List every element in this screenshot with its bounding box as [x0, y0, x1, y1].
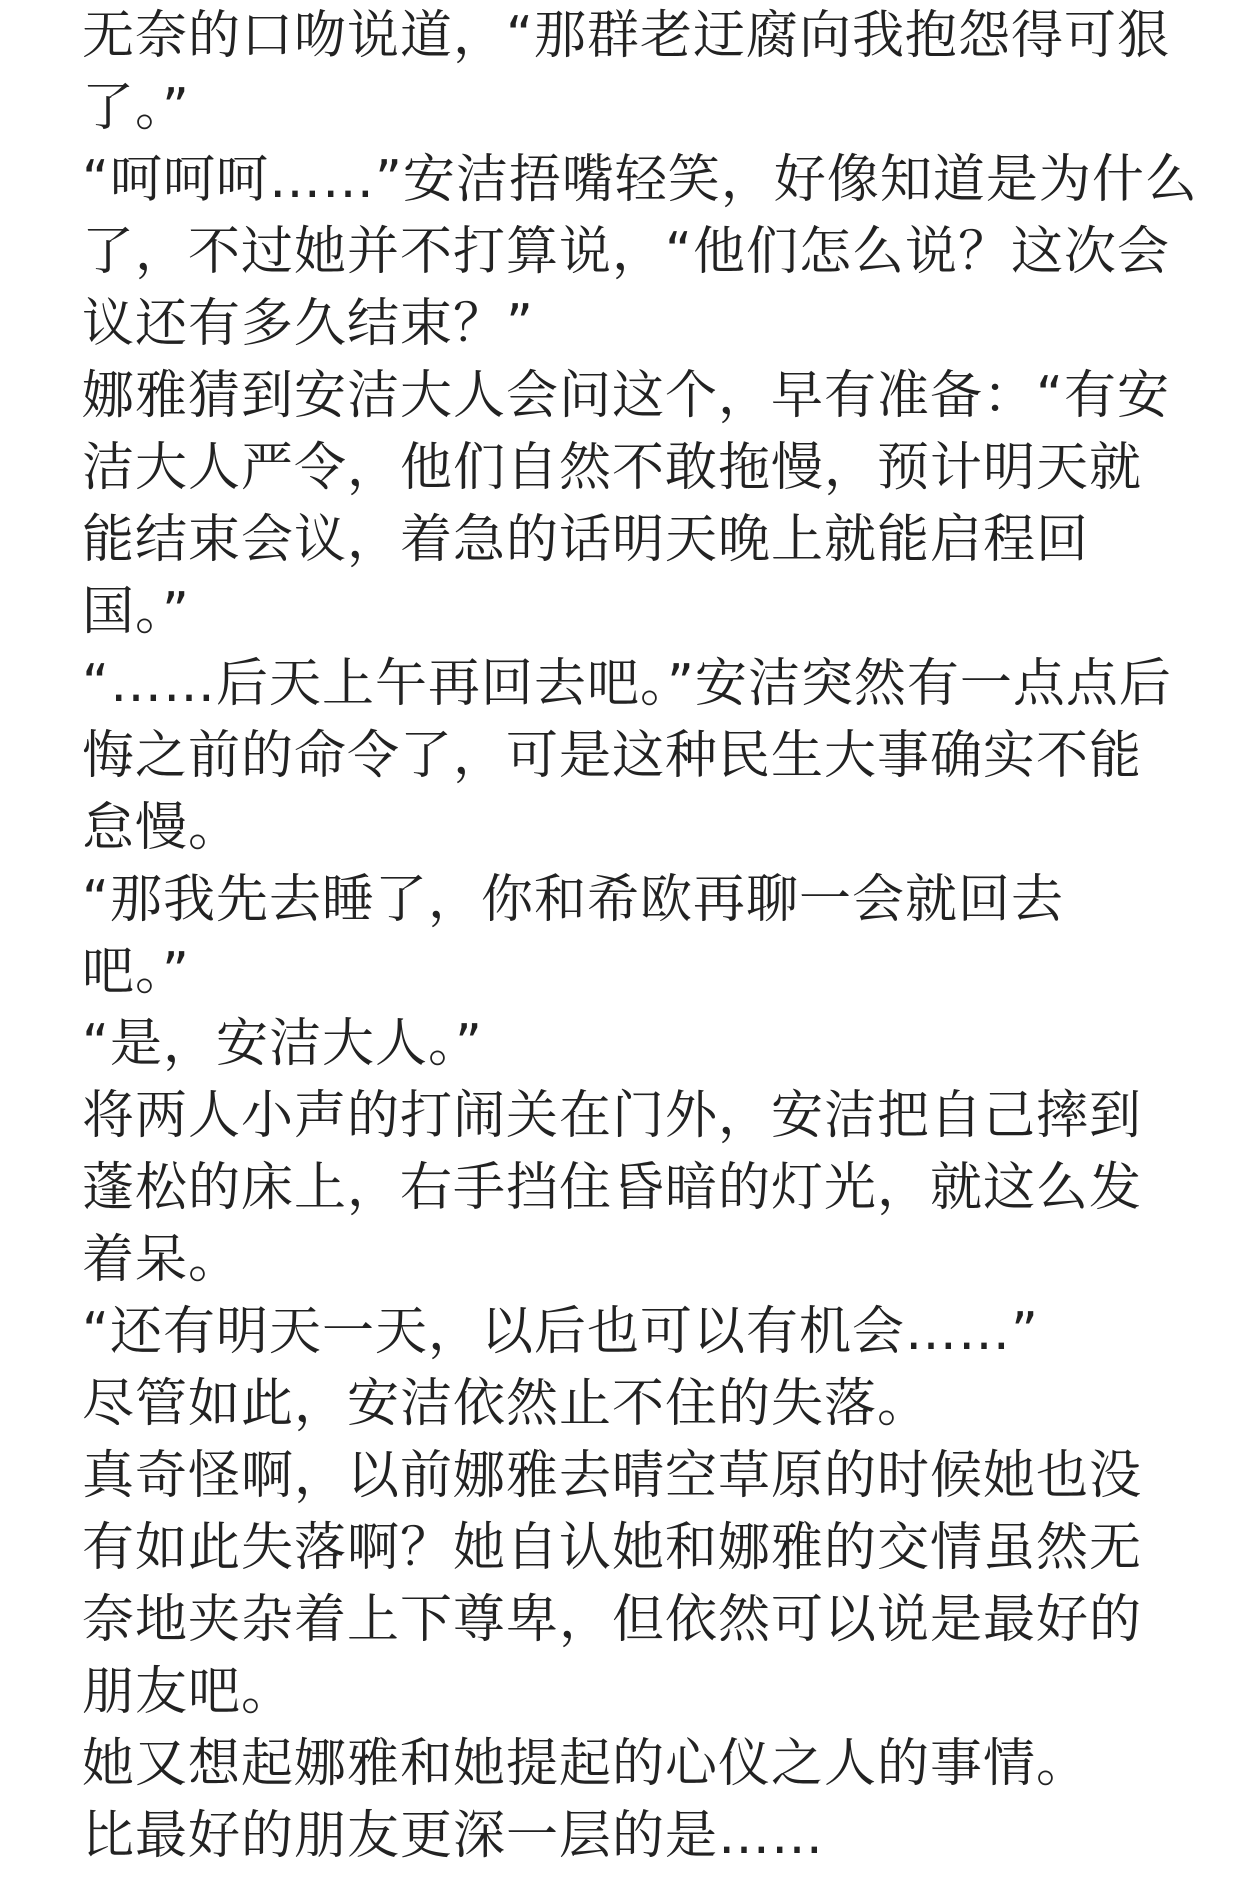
- text-line: 将两人小声的打闹关在门外，安洁把自己摔到: [82, 1086, 1143, 1146]
- text-line: 蓬松的床上，右手挡住昏暗的灯光，就这么发: [82, 1158, 1143, 1218]
- text-line: 国。”: [82, 582, 190, 642]
- text-line: “是，安洁大人。”: [82, 1014, 483, 1074]
- text-line: 娜雅猜到安洁大人会问这个，早有准备：“有安: [82, 366, 1170, 426]
- text-line: 朋友吧。: [82, 1662, 295, 1722]
- text-line: 无奈的口吻说道，“那群老迂腐向我抱怨得可狠: [82, 6, 1170, 66]
- text-line: 怠慢。: [82, 798, 242, 858]
- text-line: “呵呵呵……”安洁捂嘴轻笑，好像知道是为什么: [82, 150, 1198, 210]
- text-line: 了，不过她并不打算说，“他们怎么说？这次会: [82, 222, 1170, 282]
- text-line: 了。”: [82, 78, 190, 138]
- text-line: 洁大人严令，他们自然不敢拖慢，预计明天就: [82, 438, 1143, 498]
- text-line: 她又想起娜雅和她提起的心仪之人的事情。: [82, 1734, 1090, 1794]
- text-line: 比最好的朋友更深一层的是……: [82, 1806, 825, 1866]
- text-line: 吧。”: [82, 942, 190, 1002]
- text-line: 尽管如此，安洁依然止不住的失落。: [82, 1374, 931, 1434]
- text-line: 悔之前的命令了，可是这种民生大事确实不能: [82, 726, 1143, 786]
- text-line: 议还有多久结束？”: [82, 294, 534, 354]
- text-line: 有如此失落啊？她自认她和娜雅的交情虽然无: [82, 1518, 1143, 1578]
- text-line: 奈地夹杂着上下尊卑，但依然可以说是最好的: [82, 1590, 1143, 1650]
- text-line: “……后天上午再回去吧。”安洁突然有一点点后: [82, 654, 1172, 714]
- text-line: “那我先去睡了，你和希欧再聊一会就回去: [82, 870, 1064, 930]
- novel-text: [82, 0, 1202, 1872]
- text-line: 能结束会议，着急的话明天晚上就能启程回: [82, 510, 1090, 570]
- text-line: “还有明天一天，以后也可以有机会……”: [82, 1302, 1039, 1362]
- text-line: 真奇怪啊，以前娜雅去晴空草原的时候她也没: [82, 1446, 1143, 1506]
- text-line: 着呆。: [82, 1230, 242, 1290]
